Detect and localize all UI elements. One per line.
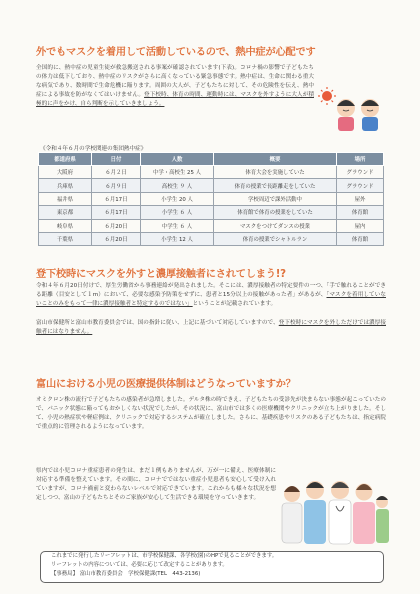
footer-line2: リーフレットの内容については、必要に応じて改定することがあります。 (51, 562, 228, 568)
th-summary: 概要 (214, 153, 337, 166)
section3-paragraph2: 県内では小児コロナ重症患者の発生は、まだ１例もありませんが、万が一に備え、医療体制に対応する準備を整えています。その間に、コロナでではない重症小児患者も安心して受け入れていますが、コロナ禍前と変わらないレベルで対応できています。これからも様々な状況を想定しつつ、富山の子どもたちとそのご家族が安心して生活できる環境を守っていきます。 (36, 468, 276, 501)
medical-staff-illustration (278, 472, 390, 546)
table-row: 千葉県 ６月20日 小学生 12 人 体育の授業でシャトルラン 体育館 (39, 232, 384, 245)
table-row: 福井県 ６月17日 小学生 20 人 学校周辺で課外活動中 屋外 (39, 192, 384, 205)
footer-line1: これまでに発行したリーフレットは、市学校保健課、各学校(園)のHPで見ることができます。 (51, 553, 278, 559)
table-caption: 《令和４年６月の学校関連の集団熱中症》 (40, 146, 147, 152)
table-row: 大阪府 ６月２日 中学・高校生 25 人 体育大会を実施していた グラウンド (39, 166, 384, 179)
table-row: 兵庫県 ６月９日 高校生 ９ 人 体育の授業で長距離走をしていた グラウンド (39, 179, 384, 192)
section2-paragraph: 令和４年６月20日付けで、厚生労働省から事務連絡が発出されました。そこには、濃厚接触者の特定要件の一つ、「手で触れることができる距離（目安として１m）において、必要な感染予防策をせずに、患者と15分以上の接触があった者」があるが、「マスクを着用していないことのみをもって一律に濃厚接触者と特定するのではない」ということが記載されています。 (36, 283, 386, 307)
heatstroke-table (38, 152, 384, 246)
section3-paragraph1: オミクロン株の流行で子どもたちの感染者が急増しました。デルタ株の時できえ、子どもたちの受診先が決まらない事態が起こっていたので、パニック状態に陥ってもおかしくない状況でしたが、その状況に、富山市では多くの医療機関やクリニックが立ち上がりました。そして、小児の熱症状や軽症例は、クリニックで対応するシステムが確立しました。さらに、基礎疾患やリスクのある子どもたちは、指定病院で重点的に管理されるようになっています。 (36, 397, 386, 430)
footer-box (40, 551, 384, 583)
th-date: 日付 (92, 153, 141, 166)
section3-heading: 富山における小児の医療提供体制はどうなっていますか？ (36, 379, 296, 390)
section1-paragraph: 全国的に、熱中症の児童生徒が救急搬送される事案が確認されています(下表)。コロナ禍の影響で子どもたちの体力は低下しており、熱中症のリスクがさらに高くなっている緊急事態です。熱中症は、生命に関わる重大な病気であり、数時間で生命危機に陥ります。周囲の大人が、子どもたちに対して、その危険性を伝え、熱中症による事故を防がなくてはいけません。登下校時、体育の時間、運動時には、マスクを外すように大人が積極的に声をかけ、自ら判断を示していきましょう。 (36, 65, 314, 107)
footer-contact: 【事務局】 富山市教育委員会 学校保健課(TEL 443-2136) (51, 571, 201, 577)
th-count: 人数 (141, 153, 214, 166)
section2-paragraph2: 富山市保健所と富山市教育委員会では、国の指針に従い、上記に基づいて対応していますので、登下校時にマスクを外しただけでは濃厚接触者にはなりません。 (36, 320, 386, 335)
table-row: 岐阜県 ６月20日 中学生 ６ 人 マスクをつけてダンスの授業 屋内 (39, 219, 384, 232)
table-row: 東京都 ６月17日 小学生 ６ 人 体育館で体育の授業をしていた 体育館 (39, 206, 384, 219)
section1-heading: 外でもマスクを着用して活動しているので、熱中症が心配です (36, 47, 316, 58)
section2-heading: 登下校時にマスクを外すと濃厚接触者にされてしまう!? (36, 269, 286, 280)
th-prefecture: 都道府県 (39, 153, 92, 166)
th-place: 場所 (337, 153, 384, 166)
children-illustration (318, 86, 386, 138)
sun-icon (318, 87, 336, 105)
